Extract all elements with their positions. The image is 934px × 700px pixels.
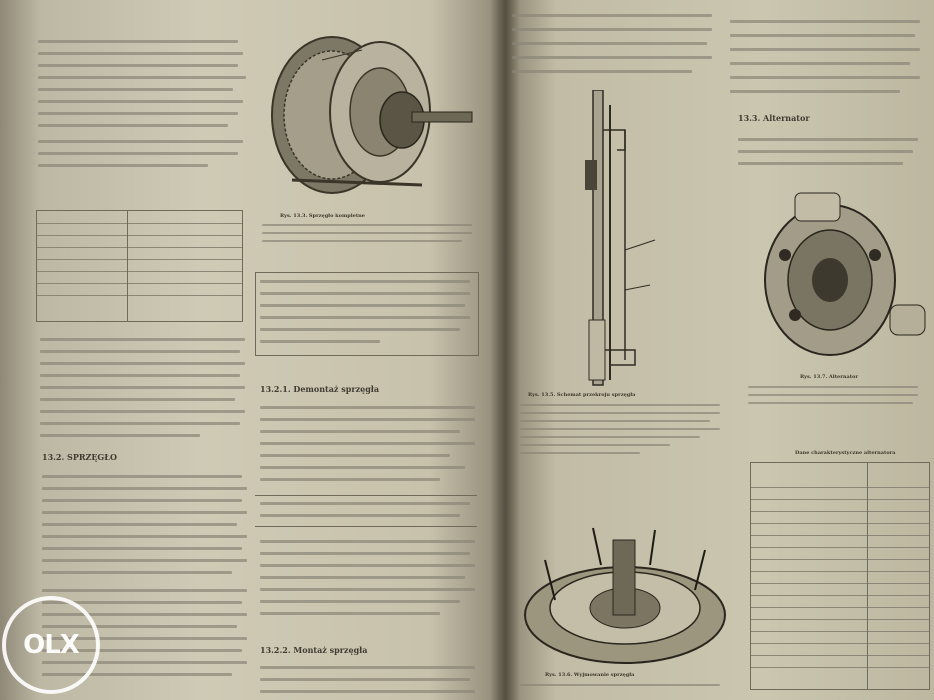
clutch-cross-section-drawing: [555, 90, 675, 390]
olx-logo-text: OLX: [23, 630, 79, 660]
left-right-column-box: [255, 272, 479, 356]
alternator-illustration: [755, 185, 930, 365]
olx-watermark-logo: [2, 596, 100, 694]
right-figure-caption-3: Rys. 13.7. Alternator: [800, 374, 858, 380]
right-figure-legend-2: [520, 684, 720, 686]
left-note-box: [255, 495, 477, 527]
clutch-removal-illustration: [515, 520, 740, 670]
right-figure-caption-2: Rys. 13.6. Wyjmowanie sprzęgła: [545, 672, 635, 678]
alternator-data-table: [750, 462, 930, 690]
right-figure-caption-1: Rys. 13.5. Schemat przekroju sprzęgła: [528, 392, 636, 398]
right-table-heading: Dane charakterystyczne alternatora: [795, 450, 896, 456]
right-section-heading: 13.3. Alternator: [738, 113, 810, 123]
left-figure-caption: Rys. 13.3. Sprzęgło kompletne: [280, 213, 365, 219]
clutch-illustration: [262, 20, 492, 200]
left-subsection-heading-2: 13.2.2. Montaż sprzęgła: [260, 645, 368, 655]
left-section-heading: 13.2. SPRZĘGŁO: [42, 452, 117, 462]
clutch-data-table: [36, 210, 243, 322]
left-subsection-heading-1: 13.2.1. Demontaż sprzęgła: [260, 384, 380, 394]
